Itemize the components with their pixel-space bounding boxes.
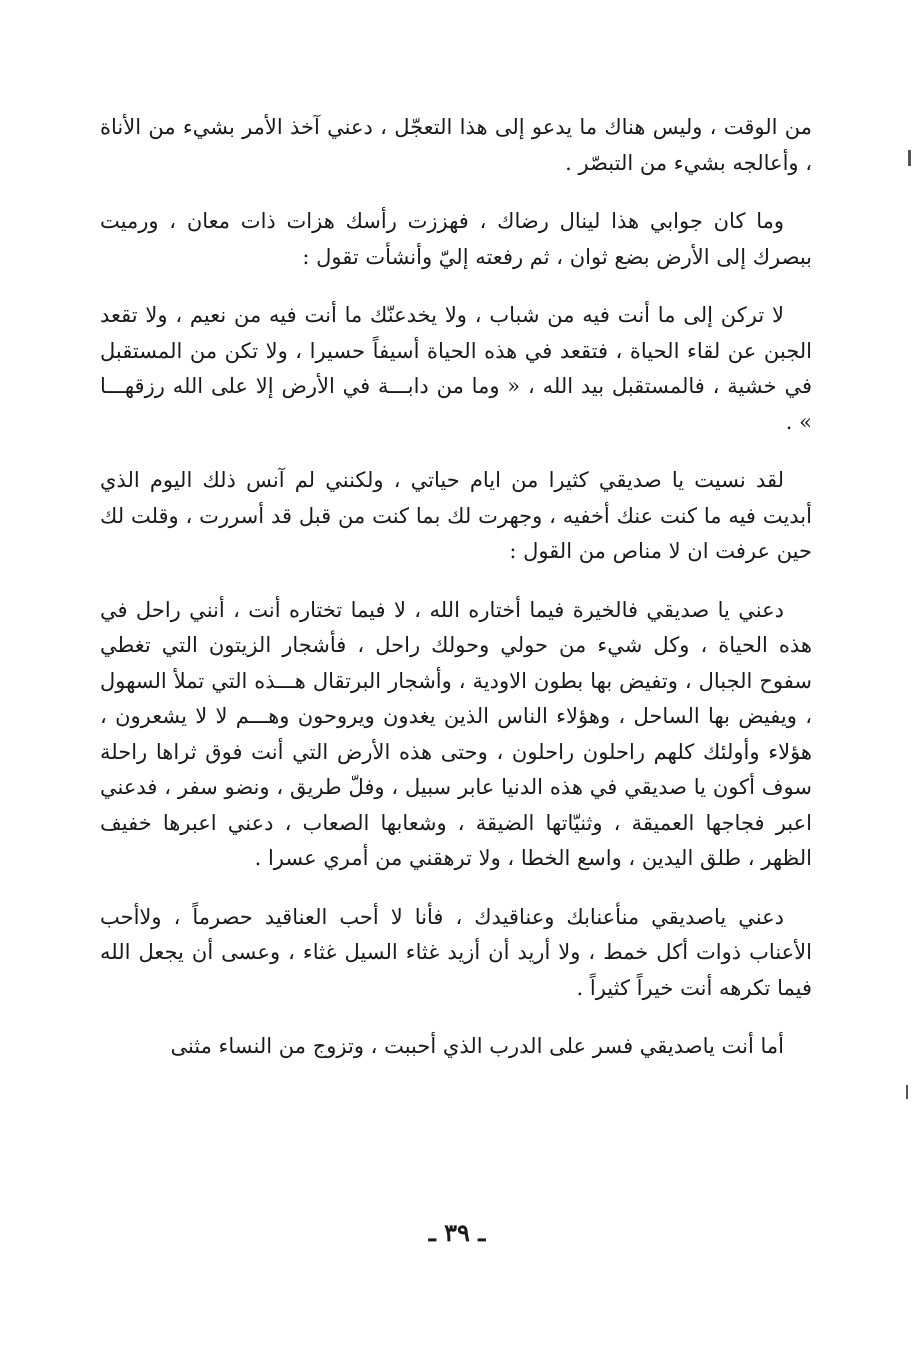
paragraph-6: دعني ياصديقي منأعنابك وعناقيدك ، فأنا لا أحب العناقيد حصرماً ، ولاأحب الأعناب ذوات أكل خمط ، ولا أريد أن أزيد غثاء السيل غثاء ، وعسى أن يجعل الله فيما تكرهه أنت خيراً كثيراً . [100,904,812,1000]
paragraph-5: دعني يا صديقي فالخيرة فيما أختاره الله ، لا فيما تختاره أنت ، أنني راحل في هذه الحياة ، وكل شيء من حولي وحولك راحل ، فأشجار الزيتون التي تغطي سفوح الجبال ، وتفيض بها بطون الاودية ، وأشجار البرتقال هـــذه التي تملأ السهول ، ويفيض بها الساحل ، وهؤلاء الناس الذين يغدون ويروحون وهـــم لا لا يشعرون ، هؤلاء وأولئك كلهم راحلون راحلون ، وحتى هذه الأرض التي أنت فوق ثراها راحلة سوف أكون يا صديقي في هذه الدنيا عابر سبيل ، وفلّ طريق ، ونضو سفر ، فدعني اعبر فجاجها العميقة ، وثنيّاتها الضيقة ، وشعابها الصعاب ، دعني اعبرها خفيف الظهر ، طلق اليدين ، واسع الخطا ، ولا ترهقني من أمري عسرا . [100,597,812,870]
paragraph-2: وما كان جوابي هذا لينال رضاك ، فهززت رأسك هزات ذات معان ، ورميت ببصرك إلى الأرض بضع ثوان ، ثم رفعته إليّ وأنشأت تقول : [100,209,812,269]
page-number: ـ ٣٩ ـ [428,1218,486,1247]
scan-speck [906,1085,908,1099]
page-body [100,110,812,1088]
paragraph-3: لا تركن إلى ما أنت فيه من شباب ، ولا يخدعنّك ما أنت فيه من نعيم ، ولا تقعد الجبن عن لقاء الحياة ، فتقعد في هذه الحياة أسيفاً حسيرا ، ولا تكن من المستقبل في خشية ، فالمستقبل بيد الله ، « وما من دابـــة في الأرض إلا على الله رزقهـــا » . [100,303,812,434]
paragraph-7: أما أنت ياصديقي فسر على الدرب الذي أحببت ، وتزوج من النساء مثنى [170,1034,784,1058]
scan-speck [908,150,911,166]
paragraph-4: لقد نسيت يا صديقي كثيرا من ايام حياتي ، ولكنني لم آنس ذلك اليوم الذي أبديت فيه ما كنت عنك أخفيه ، وجهرت لك بما كنت من قبل قد أسررت ، وقلت لك حين عرفت ان لا مناص من القول : [100,468,812,563]
paragraph-1: من الوقت ، وليس هناك ما يدعو إلى هذا التعجّل ، دعني آخذ الأمر بشيء من الأناة ، وأعالجه بشيء من التبصّر . [100,115,812,175]
